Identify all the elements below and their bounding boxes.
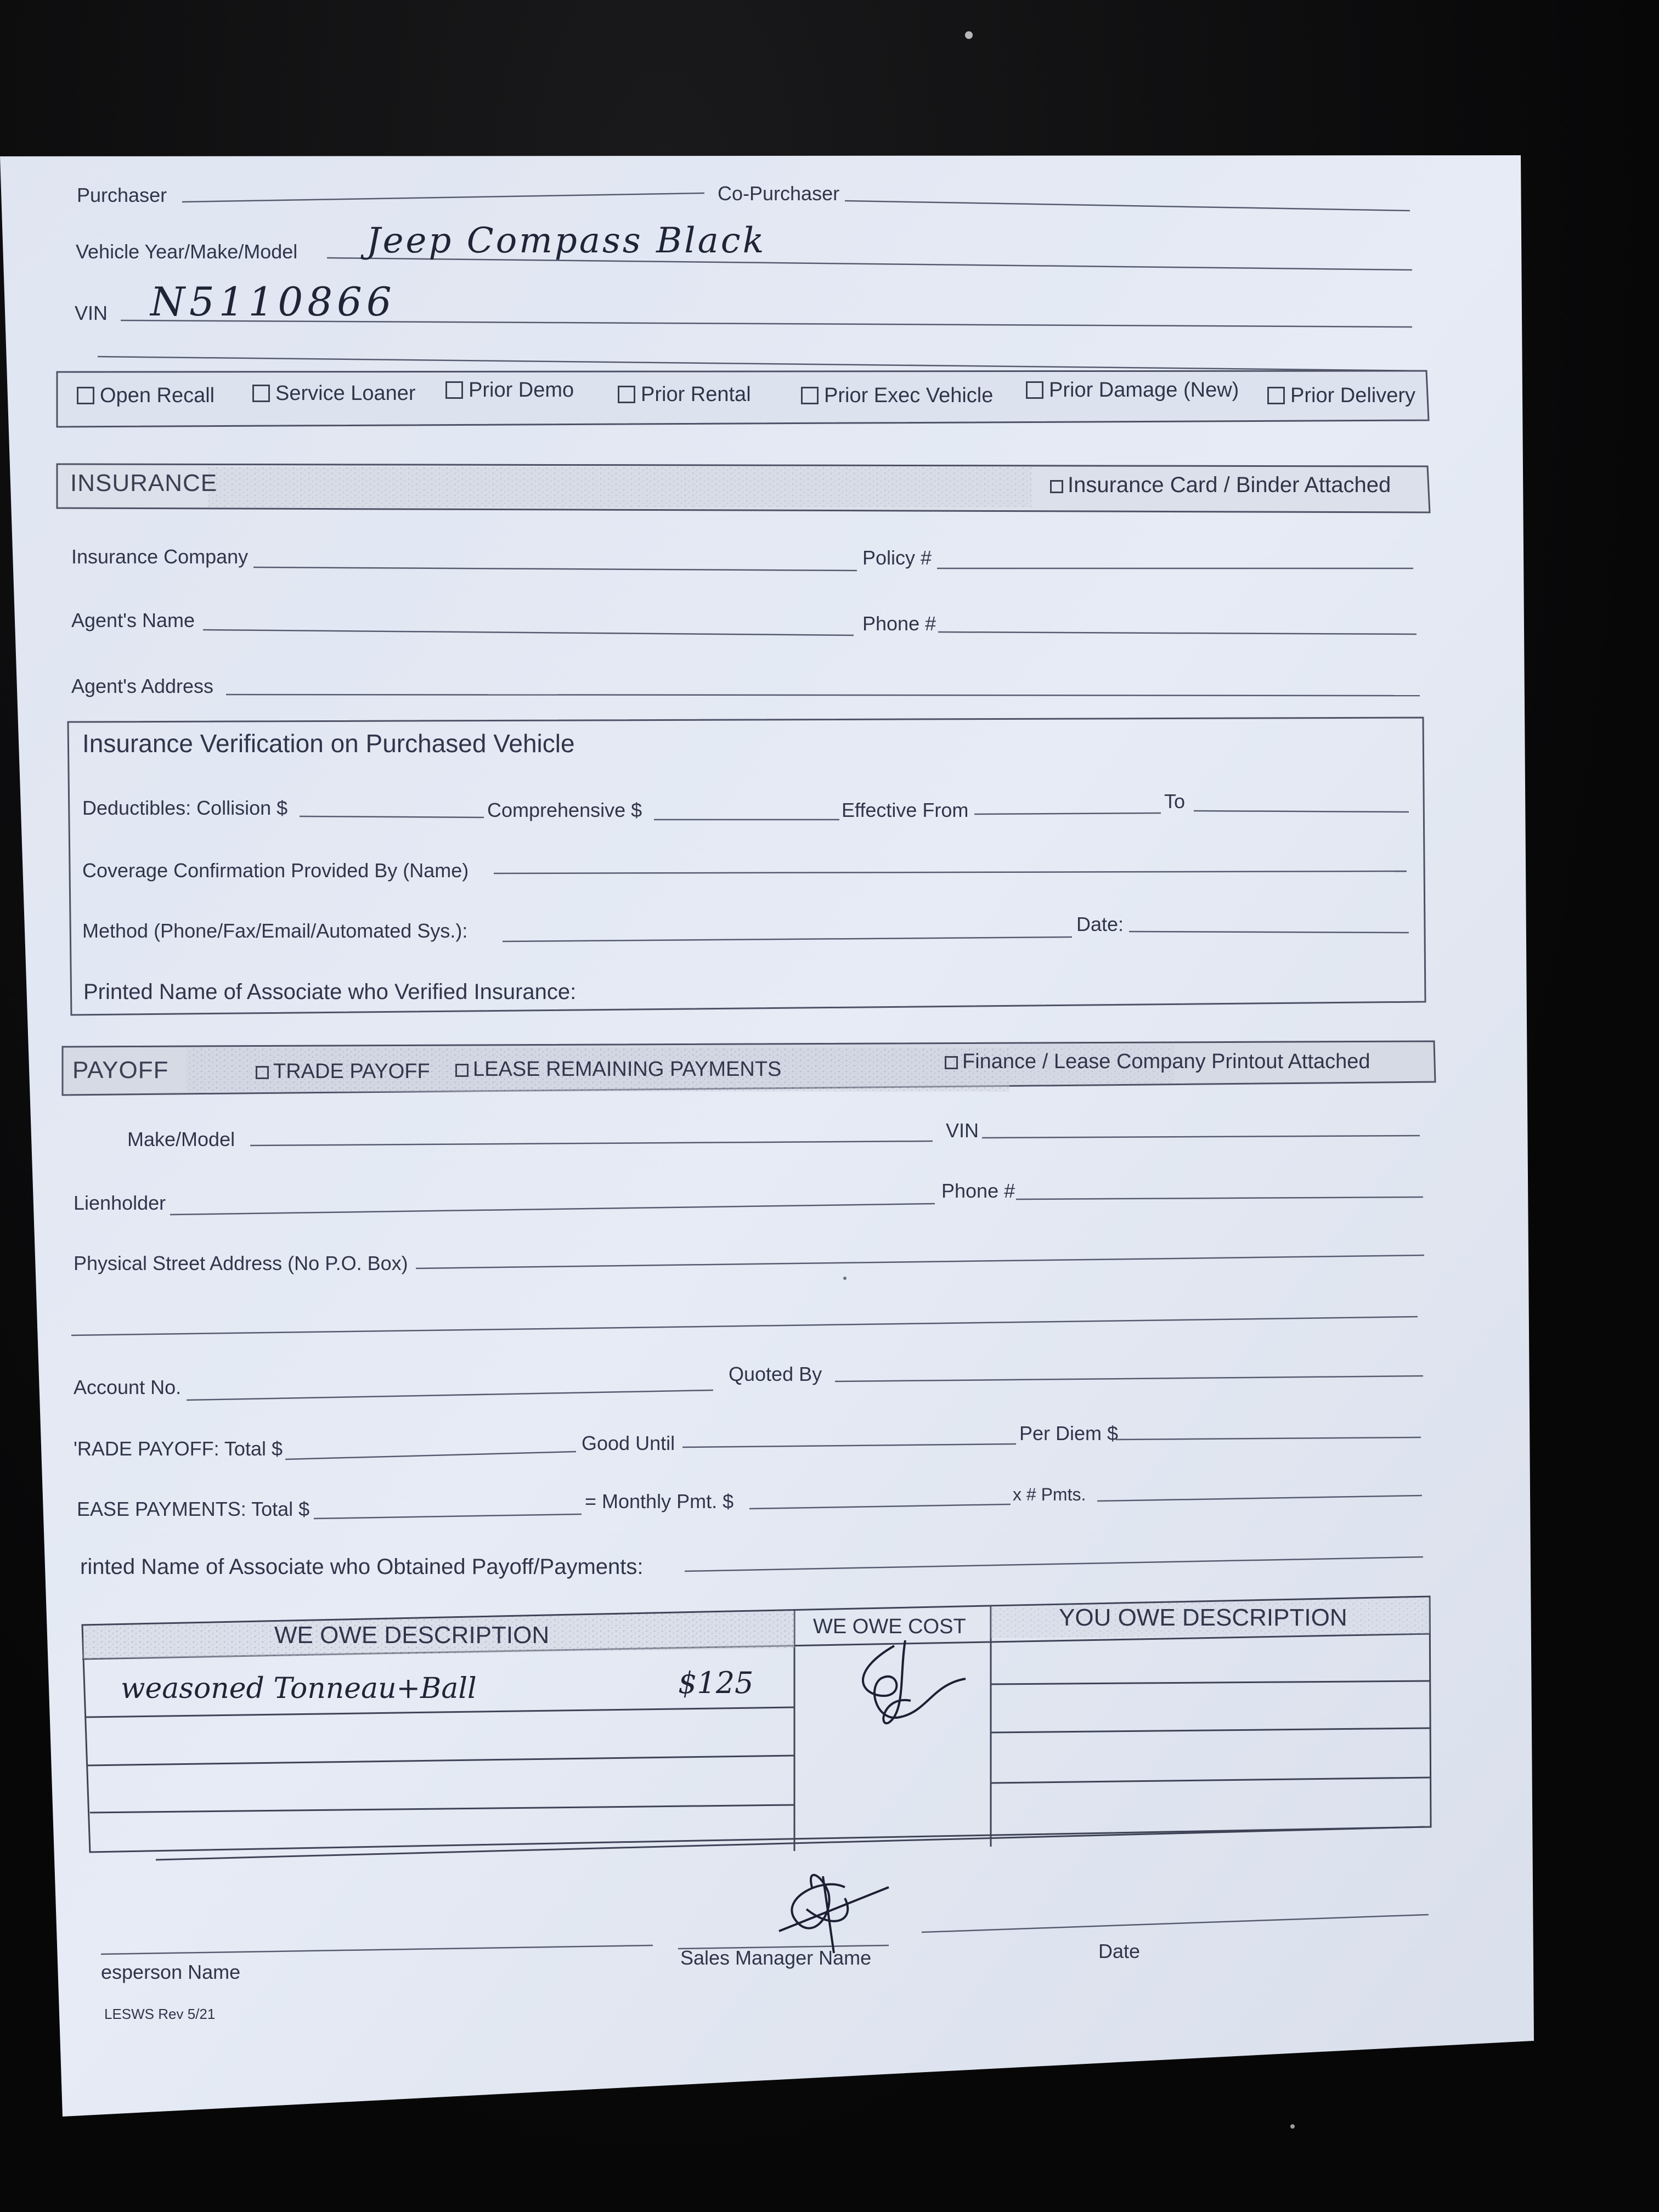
vin-label: VIN: [75, 302, 108, 324]
checkbox-label: Service Loaner: [275, 382, 416, 405]
co-purchaser-label: Co-Purchaser: [718, 182, 840, 205]
per-diem-label: Per Diem $: [1019, 1422, 1119, 1444]
monthly-pmt-label: = Monthly Pmt. $: [585, 1490, 734, 1513]
sales-manager-name-label: Sales Manager Name: [680, 1946, 872, 1969]
checkbox-box[interactable]: [77, 387, 94, 404]
lienholder-label: Lienholder: [74, 1192, 166, 1214]
checkbox-label: Prior Exec Vehicle: [824, 384, 994, 407]
checkbox-service-loaner[interactable]: [252, 382, 416, 405]
trade-payoff-checkbox[interactable]: [256, 1060, 430, 1084]
checkbox-prior-rental[interactable]: [618, 383, 751, 407]
vehicle-label: Vehicle Year/Make/Model: [76, 240, 298, 263]
checkbox-box[interactable]: [801, 387, 819, 404]
checkbox-prior-exec-vehicle[interactable]: [801, 384, 993, 408]
lease-remaining-checkbox[interactable]: [455, 1058, 781, 1081]
trade-total-label: 'RADE PAYOFF: Total $: [74, 1437, 283, 1460]
deductibles-label: Deductibles: Collision $: [82, 797, 288, 819]
checkbox-box[interactable]: [1267, 387, 1285, 404]
checkbox-box[interactable]: [455, 1064, 469, 1077]
checkbox-box[interactable]: [1050, 480, 1063, 493]
vehicle-value: Jeep Compass Black: [366, 221, 766, 261]
we-owe-row1-description: weasoned Tonneau+Ball: [121, 1672, 477, 1705]
account-label: Account No.: [74, 1376, 182, 1398]
checkbox-box[interactable]: [945, 1056, 958, 1069]
signature-date-label: Date: [1098, 1940, 1141, 1962]
checkbox-prior-demo[interactable]: [445, 379, 574, 402]
checkbox-label: Open Recall: [100, 384, 215, 407]
checkbox-box[interactable]: [252, 385, 270, 402]
verification-date-label: Date:: [1076, 913, 1124, 935]
checkbox-label: Prior Damage (New): [1049, 379, 1239, 402]
we-owe-row1-amount: $125: [678, 1666, 754, 1700]
we-owe-cost-header: WE OWE COST: [813, 1615, 966, 1638]
checkbox-label: Prior Demo: [469, 379, 574, 402]
agent-phone-label: Phone #: [862, 612, 936, 635]
payoff-make-model-label: Make/Model: [127, 1128, 235, 1150]
policy-label: Policy #: [862, 546, 932, 569]
payoff-title: PAYOFF: [72, 1057, 169, 1084]
insurance-card-label: Insurance Card / Binder Attached: [1068, 473, 1391, 497]
salesperson-name-label: esperson Name: [101, 1961, 241, 1983]
payoff-associate-label: rinted Name of Associate who Obtained Payoff/Payments:: [80, 1555, 644, 1579]
checkbox-box[interactable]: [618, 386, 635, 403]
verification-title: Insurance Verification on Purchased Vehicle: [82, 729, 575, 758]
lienholder-phone-label: Phone #: [941, 1180, 1015, 1202]
checkbox-box[interactable]: [256, 1066, 269, 1079]
agent-address-label: Agent's Address: [71, 675, 214, 697]
printout-checkbox[interactable]: [945, 1050, 1370, 1074]
checkbox-label: Prior Rental: [641, 383, 751, 406]
trade-payoff-label: TRADE PAYOFF: [273, 1060, 430, 1083]
lease-remaining-label: LEASE REMAINING PAYMENTS: [473, 1058, 782, 1081]
verified-by-label: Printed Name of Associate who Verified Insurance:: [83, 980, 577, 1004]
coverage-label: Coverage Confirmation Provided By (Name): [82, 859, 469, 882]
checkbox-label: Prior Delivery: [1290, 384, 1416, 407]
effective-from-label: Effective From: [842, 799, 969, 821]
checkbox-open-recall[interactable]: [77, 384, 215, 408]
printout-label: Finance / Lease Company Printout Attached: [962, 1050, 1370, 1073]
checkbox-box[interactable]: [445, 381, 463, 399]
checkbox-prior-damage[interactable]: [1026, 379, 1239, 402]
purchaser-label: Purchaser: [77, 184, 167, 206]
street-address-label: Physical Street Address (No P.O. Box): [74, 1252, 408, 1274]
method-label: Method (Phone/Fax/Email/Automated Sys.):: [82, 919, 468, 942]
insurance-card-checkbox[interactable]: [1050, 473, 1391, 498]
checkbox-box[interactable]: [1026, 381, 1043, 399]
quoted-by-label: Quoted By: [729, 1363, 822, 1385]
lease-total-label: EASE PAYMENTS: Total $: [77, 1498, 310, 1520]
vin-value: N5110866: [150, 279, 396, 325]
insurance-company-label: Insurance Company: [71, 545, 249, 568]
good-until-label: Good Until: [582, 1432, 675, 1454]
form-code: LESWS Rev 5/21: [104, 2006, 216, 2022]
agent-name-label: Agent's Name: [71, 609, 195, 631]
you-owe-description-header: YOU OWE DESCRIPTION: [1059, 1604, 1347, 1631]
we-owe-description-header: WE OWE DESCRIPTION: [274, 1622, 550, 1649]
comprehensive-label: Comprehensive $: [487, 799, 642, 821]
to-label: To: [1164, 790, 1186, 812]
checkbox-prior-delivery[interactable]: [1267, 384, 1415, 408]
payoff-vin-label: VIN: [946, 1119, 979, 1142]
insurance-title: INSURANCE: [70, 470, 218, 496]
num-pmts-label: x # Pmts.: [1013, 1485, 1086, 1504]
